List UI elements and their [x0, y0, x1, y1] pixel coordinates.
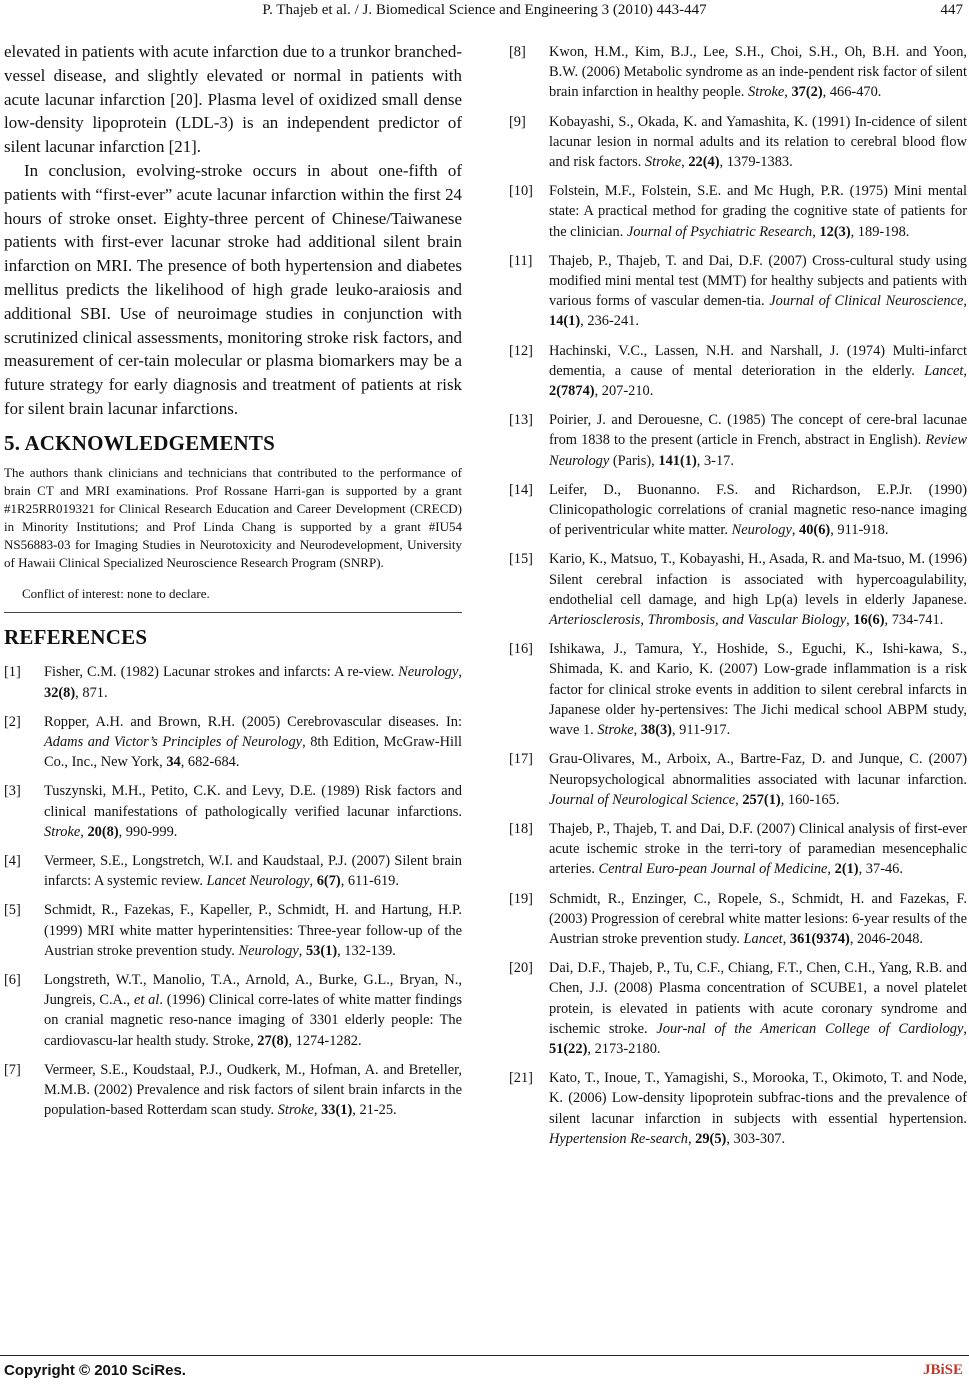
reference-separator: (Paris), — [609, 452, 659, 469]
reference-volume: 361(9374) — [789, 930, 850, 947]
acknowledgements-heading: 5. ACKNOWLEDGEMENTS — [4, 430, 276, 455]
reference-authors-title: Folstein, M.F., Folstein, S.E. and Mc Hugh, P.R. (1975) Mini mental state: A practical method for grading the cognitive state of patients for the clinician. — [549, 183, 967, 240]
reference-volume: 22(4) — [688, 154, 720, 171]
reference-journal: Journal of Neurological Science — [549, 791, 736, 808]
reference-authors-title: Vermeer, S.E., Longstretch, W.I. and Kaudstaal, P.J. (2007) Silent brain infarcts: A systemic review. — [44, 852, 462, 890]
section-divider — [4, 612, 462, 613]
reference-pages: , 990-999. — [118, 823, 178, 840]
reference-pages: , 132-139. — [337, 942, 396, 959]
reference-volume: 2(1) — [834, 861, 859, 878]
reference-item — [509, 549, 967, 630]
running-header — [0, 2, 969, 19]
reference-separator: , — [681, 154, 689, 171]
reference-item — [509, 889, 967, 950]
reference-item — [509, 251, 967, 332]
reference-pages: , 236-241. — [580, 313, 639, 330]
reference-number: [6] — [4, 971, 21, 988]
reference-journal: Journal of Clinical Neuroscience — [769, 293, 964, 310]
reference-pages: , 1274-1282. — [288, 1032, 362, 1049]
reference-pages: , 911-918. — [830, 522, 889, 539]
reference-volume: 6(7) — [316, 873, 341, 890]
reference-volume: 40(6) — [799, 522, 831, 539]
reference-authors-title: Thajeb, P., Thajeb, T. and Dai, D.F. (2007) Clinical analysis of first-ever acute ischemic stroke in the terri-tory of paramedian mesencephalic arteries. — [549, 820, 967, 878]
reference-journal: Stroke — [277, 1102, 314, 1119]
reference-authors-title: Grau-Olivares, M., Arboix, A., Bartre-Faz, D. and Junque, C. (2007) Neuropsychological abnormalities associated with lacunar infarction. — [549, 751, 967, 788]
reference-pages: , 2173-2180. — [587, 1040, 661, 1057]
reference-item — [4, 662, 462, 702]
reference-pages: , 189-198. — [850, 223, 910, 240]
reference-volume: 20(8) — [87, 823, 119, 840]
reference-item — [4, 970, 462, 1051]
reference-authors-title: Longstreth, W.T., Manolio, T.A., Arnold, A., Burke, G.L., Bryan, N., Jungreis, C.A., — [44, 971, 462, 1009]
reference-volume: 38(3) — [640, 722, 672, 739]
reference-journal: Jour-nal of the American College of Cardiology — [656, 1020, 964, 1037]
reference-authors-title: Ropper, A.H. and Brown, R.H. (2005) Cerebrovascular diseases. In: — [44, 713, 462, 730]
reference-list-right — [509, 42, 967, 1149]
reference-separator: , — [309, 873, 317, 890]
page-footer — [0, 1355, 969, 1379]
reference-volume: 257(1) — [742, 791, 781, 808]
reference-item — [509, 112, 967, 173]
reference-separator: , — [784, 84, 792, 101]
reference-journal: Central Euro-pean Journal of Medicine — [598, 861, 828, 878]
reference-journal: Lancet Neurology — [206, 873, 310, 890]
reference-journal: Adams and Victor’s Principles of Neurology — [44, 733, 303, 750]
reference-separator: , — [298, 942, 306, 959]
reference-separator: , — [80, 823, 88, 840]
references-heading: REFERENCES — [4, 625, 148, 650]
reference-number: [8] — [509, 44, 526, 60]
reference-number: [18] — [509, 820, 533, 837]
reference-volume: 12(3) — [819, 223, 851, 240]
reference-separator: , — [963, 293, 967, 310]
reference-item — [509, 181, 967, 242]
reference-separator: , — [735, 791, 743, 808]
conflict-of-interest: Conflict of interest: none to declare. — [22, 586, 210, 602]
reference-pages: , 207-210. — [594, 383, 654, 400]
reference-journal: Hypertension Re-search — [549, 1130, 688, 1147]
reference-volume: 37(2) — [791, 84, 823, 101]
reference-authors-title: Kwon, H.M., Kim, B.J., Lee, S.H., Choi, S.H., Oh, B.H. and Yoon, B.W. (2006) Metabolic syndrome as an inde-pendent risk factor of silent brain infarction in healthy people. — [549, 44, 967, 101]
reference-pages: , 37-46. — [858, 861, 903, 878]
acknowledgements-text: The authors thank clinicians and technicians that contributed to the performance of brain CT and MRI examinations. Prof Rossane Harri-gan is supported by a grant #1R25RR019321 for Clinical Research Education and Career Development (CRECD) in Minority Institutions; and Prof Linda Chang is supported by a grant #IU54 NS56883-03 for Imaging Studies in Neurotoxicity and Neurodevelopment, University of Hawaii Clinical Specialized Neuroscience Research Program (SNRP). — [4, 464, 462, 571]
reference-pages: , 2046-2048. — [849, 930, 923, 947]
reference-volume: 34 — [166, 754, 181, 771]
reference-item — [509, 639, 967, 740]
reference-number: [14] — [509, 481, 533, 498]
reference-item — [4, 900, 462, 961]
reference-item — [509, 42, 967, 103]
reference-number: [5] — [4, 902, 21, 919]
reference-authors-title: Ishikawa, J., Tamura, Y., Hoshide, S., Eguchi, K., Ishi-kawa, S., Shimada, K. and Kario, K. (2007) Low-grade inflammation is a risk factor for clinical stroke events in addition to silent cerebral infarcts in Japanese older hy-pertensives: The Jichi medical school ABPM study, wave 1. — [549, 641, 967, 739]
reference-item — [4, 1060, 462, 1121]
reference-pages: , 871. — [75, 684, 108, 701]
reference-authors-title: Thajeb, P., Thajeb, T. and Dai, D.F. (2007) Cross-cultural study using modified mini mental test (MMT) for healthy subjects and patients with various forms of vascular demen-tia. — [549, 252, 967, 310]
reference-journal: Stroke — [597, 722, 634, 739]
reference-authors-title: Leifer, D., Buonanno. F.S. and Richardson, E.P.Jr. (1990) Clinicopathologic correlations of cranial magnetic reso-nance imaging of periventricular white matter. — [549, 481, 967, 539]
copyright-notice: Copyright © 2010 SciRes. — [4, 1362, 186, 1379]
body-paragraph: elevated in patients with acute infarction due to a trunkor branched-vessel disease, and slightly elevated or normal in patients with acute lacunar infarction [20]. Plasma level of oxidized small dense low-density lipoprotein (LDL-3) is an independent predictor of silent lacunar infarction [21]. — [4, 42, 462, 157]
reference-authors-title: Kario, K., Matsuo, T., Kobayashi, H., Asada, R. and Ma-tsuo, M. (1996) Silent cerebral infaction is associated with hypercoagulability, endothelial cell damage, and high Lp(a) levels in elderly Japanese. — [549, 551, 967, 608]
reference-item — [4, 851, 462, 891]
reference-volume: 33(1) — [321, 1102, 353, 1119]
reference-number: [15] — [509, 551, 533, 568]
reference-journal: Stroke — [644, 154, 682, 171]
reference-number: [16] — [509, 641, 533, 658]
reference-journal: Journal of Psychiatric Research — [626, 223, 813, 240]
reference-separator: , — [458, 664, 462, 681]
journal-abbreviation: JBiSE — [922, 1362, 963, 1378]
running-title: P. Thajeb et al. / J. Biomedical Science and Engineering 3 (2010) 443-447 — [262, 2, 707, 18]
reference-journal: Review Neurology — [549, 432, 967, 469]
reference-pages: , 682-684. — [180, 754, 240, 771]
reference-separator: , — [963, 362, 967, 379]
reference-journal: Neurology — [238, 942, 299, 959]
reference-journal: Stroke — [748, 84, 785, 101]
reference-number: [19] — [509, 890, 533, 907]
reference-volume: 14(1) — [549, 313, 581, 330]
reference-volume: 53(1) — [305, 942, 338, 959]
reference-pages: , 303-307. — [726, 1130, 786, 1147]
reference-journal: Lancet — [924, 362, 964, 379]
reference-volume: 27(8) — [257, 1032, 289, 1049]
reference-authors-title: Schmidt, R., Enzinger, C., Ropele, S., Schmidt, H. and Fazekas, F. (2003) Progression of cerebral white matter lesions: 6-year results of the Austrian stroke prevention study. — [549, 890, 967, 947]
reference-item — [4, 712, 462, 773]
reference-separator: , — [782, 930, 790, 947]
reference-number: [12] — [509, 342, 533, 359]
reference-list-left — [4, 662, 462, 1120]
reference-separator: , — [633, 722, 641, 739]
reference-number: [11] — [509, 252, 533, 269]
reference-pages: , 160-165. — [780, 791, 840, 808]
reference-authors-title: Dai, D.F., Thajeb, P., Tu, C.F., Chiang, F.T., Chen, C.H., Yang, R.B. and Chen, J.J. (2008) Plasma concentration of SCUBE1, a novel platelet protein, is elevated in patients with acute coronary syndrome and ischemic stroke. — [549, 960, 967, 1037]
reference-number: [13] — [509, 412, 533, 429]
reference-separator: , — [791, 522, 800, 539]
reference-pages: , 466-470. — [822, 84, 882, 101]
reference-separator: , — [963, 1020, 968, 1037]
right-column — [509, 42, 967, 1158]
reference-item — [4, 781, 462, 842]
reference-number: [17] — [509, 751, 533, 768]
reference-number: [3] — [4, 783, 21, 800]
reference-item — [509, 819, 967, 880]
reference-authors-title: Tuszynski, M.H., Petito, C.K. and Levy, D.E. (1989) Risk factors and clinical manifestations of pathologically verified lacunar infarctions. — [44, 783, 462, 820]
reference-number: [7] — [4, 1061, 21, 1078]
reference-volume: 2(7874) — [549, 383, 595, 400]
reference-authors-title: Poirier, J. and Derouesne, C. (1985) The concept of cere-bral lacunae from 1838 to the present (article in French, abstract in English). — [549, 412, 967, 449]
reference-journal: Neurology — [731, 522, 792, 539]
reference-separator: , — [827, 861, 835, 878]
reference-pages: , 1379-1383. — [719, 154, 793, 171]
reference-authors-title: Hachinski, V.C., Lassen, N.H. and Narshall, J. (1974) Multi-infarct dementia, a cause of mental deterioration in the elderly. — [549, 342, 967, 379]
reference-item — [509, 958, 967, 1059]
reference-volume: 29(5) — [695, 1130, 727, 1147]
reference-volume: 16(6) — [853, 612, 885, 629]
reference-separator: , 8th Edition, McGraw-Hill Co., Inc., New York, — [44, 733, 462, 771]
reference-journal: Stroke — [44, 823, 81, 840]
left-column — [4, 40, 462, 1129]
reference-journal: Neurology — [398, 664, 459, 681]
reference-separator: . (1996) Clinical corre-lates of white matter findings on cranial magnetic reso-nance imaging of 3301 elderly people: The cardiovascu-lar health study. Stroke, — [44, 992, 462, 1049]
reference-volume: 51(22) — [549, 1040, 588, 1057]
reference-item — [509, 410, 967, 471]
reference-authors-title: Fisher, C.M. (1982) Lacunar strokes and infarcts: A re-view. — [44, 664, 399, 681]
reference-number: [20] — [509, 960, 533, 977]
reference-item — [509, 480, 967, 541]
reference-authors-title: Kobayashi, S., Okada, K. and Yamashita, K. (1991) In-cidence of silent lacunar lesion in normal adults and its relation to cerebral blood flow and risk factors. — [549, 113, 967, 171]
reference-item — [509, 1068, 967, 1149]
reference-separator: , — [687, 1130, 696, 1147]
reference-volume: 32(8) — [44, 684, 76, 701]
reference-number: [10] — [509, 183, 533, 200]
reference-pages: , 611-619. — [340, 873, 399, 890]
reference-number: [2] — [4, 713, 21, 730]
reference-journal: Lancet — [743, 930, 783, 947]
reference-volume: 141(1) — [658, 452, 697, 469]
reference-pages: , 3-17. — [696, 452, 734, 469]
conclusion-paragraph: In conclusion, evolving-stroke occurs in about one-fifth of patients with “first-ever” acute lacunar infarction within the first 24 hours of stroke onset. Eighty-three percent of Chinese/Taiwanese patients with first-ever lacunar stroke had additional silent brain infarction on MRI. The presence of both hypertension and diabetes mellitus predicts the likelihood of high grade leuko-araiosis and additional SBI. Use of neuroimage studies in conjunction with scrutinized clinical assessments, monitoring stroke risk factors, and measurement of cer-tain molecular or plasma biomarkers may be a future strategy for early diagnosis and treatment of patients at risk for silent brain lacunar infarctions. — [4, 160, 462, 418]
reference-pages: , 911-917. — [671, 722, 731, 739]
reference-item — [509, 749, 967, 810]
reference-pages: , 734-741. — [884, 612, 944, 629]
reference-item — [509, 341, 967, 402]
reference-separator: , — [846, 612, 854, 629]
page-number: 447 — [940, 2, 963, 18]
reference-number: [21] — [509, 1070, 533, 1087]
reference-number: [1] — [4, 664, 21, 681]
reference-authors-title: Kato, T., Inoue, T., Yamagishi, S., Morooka, T., Okimoto, T. and Node, K. (2006) Low-density lipoprotein subfrac-tions and the prevalence of silent lacunar infarction in subjects with essential hypertension. — [549, 1070, 967, 1127]
reference-separator: , — [313, 1102, 322, 1119]
reference-number: [9] — [509, 113, 526, 130]
reference-journal: Arteriosclerosis, Thrombosis, and Vascular Biology — [549, 612, 847, 629]
reference-journal: et al — [133, 992, 160, 1009]
reference-authors-title: Vermeer, S.E., Koudstaal, P.J., Oudkerk, M., Hofman, A. and Breteller, M.M.B. (2002) Prevalence and risk factors of silent brain infarcts in the population-based Rotterdam scan study. — [44, 1061, 462, 1119]
reference-number: [4] — [4, 852, 21, 869]
reference-separator: , — [812, 223, 820, 240]
reference-authors-title: Schmidt, R., Fazekas, F., Kapeller, P., Schmidt, H. and Hartung, H.P. (1999) MRI white matter hyperintensities: Three-year follow-up of the Austrian stroke prevention study. — [44, 902, 462, 959]
reference-pages: , 21-25. — [352, 1102, 397, 1119]
